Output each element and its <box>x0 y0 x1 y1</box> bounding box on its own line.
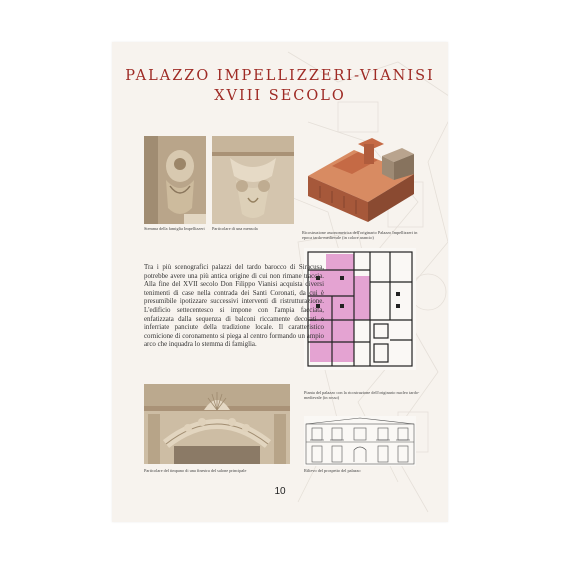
corbel-caption: Particolare di una mensola <box>212 226 258 231</box>
tympanum-photo <box>144 384 290 464</box>
axonometric-model <box>302 136 420 228</box>
model-caption: Ricostruzione assonometrica dell'originario Palazzo Impellizzeri in epoca tardo-medievale (in colore arancio) <box>302 230 418 241</box>
tympanum-caption: Particolare del timpano di una finestra del salone principale <box>144 468 247 473</box>
elevation-caption: Rilievo del prospetto del palazzo <box>304 468 361 473</box>
page-subtitle: XVIII SECOLO <box>214 88 346 104</box>
brochure-page <box>112 42 448 522</box>
facade-elevation <box>304 416 416 466</box>
plan-caption: Pianta del palazzo con la ricostruzione dell'originario nucleo tardo-medievale (in rosso) <box>304 390 420 401</box>
page-title: PALAZZO IMPELLIZZERI-VIANISI <box>125 68 435 84</box>
corbel-photo <box>212 136 294 224</box>
crest-caption: Stemma della famiglia Impellizzeri <box>144 226 205 231</box>
body-paragraph: Tra i più scenografici palazzi del tardo barocco di Siracusa, potrebbe avere una più antica origine di cui non rimane traccia. Alla fine del XVII secolo Don Filippo Vianisi acquista diversi tenimenti di case nella contrada dei Santi Coronati, da cui è presumibile ipotizzare successivi interventi di ristrutturazione. L'edificio settecentesco si impone con l'ampia facciata, enfatizzata dalla sequenza di balconi riccamente decorati e inferriate panciute della tradizione locale. Il caratteristico cornicione di coronamento si piega al centro formando un ampio arco che inquadra lo stemma di famiglia. <box>144 264 324 349</box>
crest-photo <box>144 136 206 224</box>
page-number: 10 <box>274 486 286 497</box>
